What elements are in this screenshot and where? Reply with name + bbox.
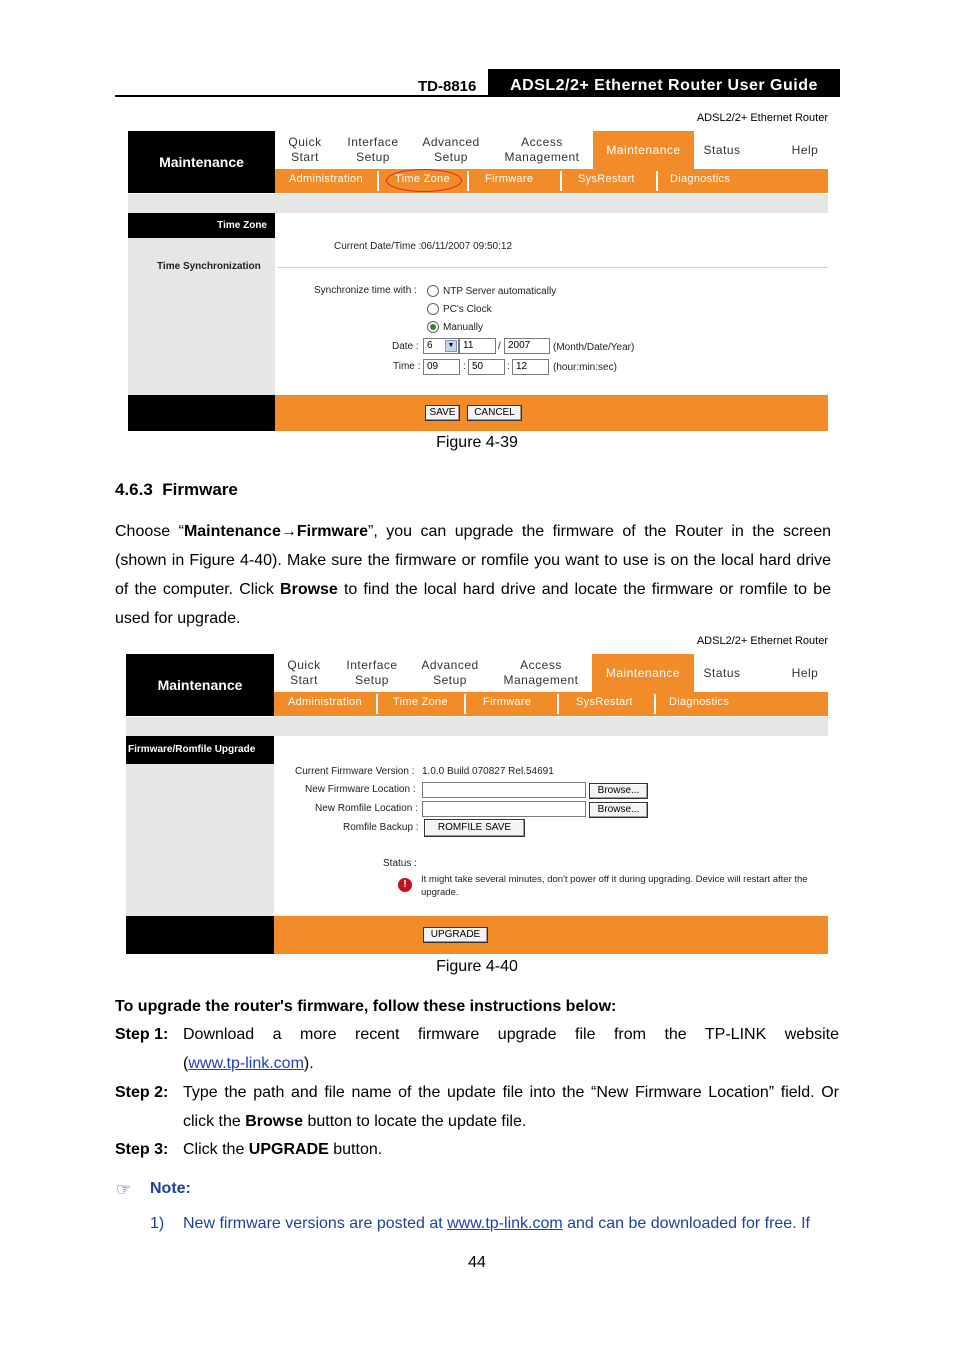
note-label: Note: <box>150 1180 191 1197</box>
nav-quick-start[interactable]: Quick Start <box>288 135 322 164</box>
current-fw-label: Current Firmware Version : <box>295 766 415 777</box>
header-title: ADSL2/2+ Ethernet Router User Guide <box>488 69 840 97</box>
instructions-heading: To upgrade the router's firmware, follow these instructions below: <box>115 998 617 1015</box>
step3-label: Step 3: <box>115 1141 169 1158</box>
new-romfile-field[interactable] <box>422 801 586 817</box>
note-item-text: New firmware versions are posted at www.tp-link.com and can be downloaded for free. If <box>183 1215 810 1232</box>
subnav-firmware[interactable]: Firmware <box>483 696 532 708</box>
subnav-divider <box>376 694 378 714</box>
brand-label: ADSL2/2+ Ethernet Router <box>696 112 828 124</box>
subnav-divider <box>654 694 656 714</box>
status-label: Status : <box>383 858 417 869</box>
step1-link-line: (www.tp-link.com). <box>183 1055 314 1072</box>
side-panel <box>128 213 275 395</box>
nav-top-row <box>275 131 828 169</box>
footer-bar <box>275 395 828 431</box>
date-label: Date : <box>392 341 419 352</box>
section-label: Maintenance <box>126 654 274 716</box>
status-message: It might take several minutes, don't power off it during upgrading. Device will restart after the upgrade. <box>421 874 808 898</box>
note-item-number: 1) <box>150 1215 165 1232</box>
time-label: Time : <box>393 361 421 372</box>
sub-nav <box>274 692 828 716</box>
pointing-hand-icon: ☞ <box>116 1180 132 1199</box>
gray-strip <box>126 717 828 736</box>
section-heading: 4.6.3 Firmware <box>115 480 238 499</box>
time-separator: : <box>463 361 466 372</box>
option-manual-label: Manually <box>443 322 484 333</box>
subnav-diagnostics[interactable]: Diagnostics <box>670 173 731 185</box>
brand-label: ADSL2/2+ Ethernet Router <box>696 635 828 647</box>
radio-manually[interactable] <box>427 321 439 333</box>
step1-label: Step 1: <box>115 1026 169 1043</box>
hour-field[interactable]: 09 <box>423 359 460 375</box>
subnav-administration[interactable]: Administration <box>288 696 362 708</box>
highlight-oval <box>386 169 462 192</box>
subnav-firmware[interactable]: Firmware <box>485 173 534 185</box>
section-label: Maintenance <box>128 131 275 193</box>
month-select[interactable]: 6 ▼ <box>423 338 459 354</box>
subnav-divider <box>557 694 559 714</box>
time-hint: (hour:min:sec) <box>553 362 617 373</box>
sync-label: Synchronize time with : <box>314 285 417 296</box>
sub-nav <box>275 169 828 193</box>
step2-label: Step 2: <box>115 1084 169 1101</box>
subnav-administration[interactable]: Administration <box>289 173 363 185</box>
subnav-divider <box>560 171 562 191</box>
subnav-divider <box>656 171 658 191</box>
date-separator: / <box>498 341 501 352</box>
subnav-divider <box>377 171 379 191</box>
current-datetime-value: 06/11/2007 09:50:12 <box>421 241 513 252</box>
cancel-button[interactable]: CANCEL <box>467 405 522 421</box>
side-title: Time Zone <box>128 213 275 238</box>
option-ntp-label: NTP Server automatically <box>443 286 557 297</box>
save-button[interactable]: SAVE <box>425 405 460 421</box>
nav-interface-setup[interactable]: Interface Setup <box>346 658 398 687</box>
subnav-time-zone[interactable]: Time Zone <box>393 696 448 708</box>
nav-maintenance[interactable]: Maintenance <box>592 654 694 692</box>
radio-pc-clock[interactable] <box>427 303 439 315</box>
upgrade-button[interactable]: UPGRADE <box>423 927 488 943</box>
figure-time-zone <box>128 110 828 432</box>
subnav-divider <box>467 171 469 191</box>
figure-caption: Figure 4-40 <box>436 958 518 975</box>
gray-strip <box>128 194 828 213</box>
tp-link-website-link[interactable]: www.tp-link.com <box>188 1055 304 1072</box>
chevron-down-icon[interactable]: ▼ <box>445 340 457 352</box>
side-title: Firmware/Romfile Upgrade <box>126 736 274 764</box>
intro-paragraph: Choose “Maintenance→Firmware”, you can upgrade the firmware of the Router in the screen (shown in Figure 4-40). Make sure the firmware or romfile you want to use is on the local hard drive of the computer. Click Browse to find the local hard drive and locate the firmware or romfile to be used for upgrade. <box>115 523 832 627</box>
figure-firmware <box>126 633 828 955</box>
day-field[interactable]: 11 <box>459 338 496 354</box>
step3-text: Click the UPGRADE button. <box>183 1141 383 1158</box>
nav-quick-start[interactable]: Quick Start <box>287 658 321 687</box>
nav-maintenance[interactable]: Maintenance <box>593 131 694 169</box>
side-subtitle: Time Synchronization <box>157 261 261 272</box>
browse-romfile-button[interactable]: Browse... <box>589 802 648 818</box>
new-fw-label: New Firmware Location : <box>305 784 416 795</box>
nav-access-management[interactable]: Access Management <box>504 135 580 164</box>
main-nav <box>126 654 828 716</box>
step1-text: Download a more recent firmware upgrade file from the TP-LINK website <box>183 1026 839 1043</box>
nav-status[interactable]: Status <box>703 665 741 680</box>
date-hint: (Month/Date/Year) <box>553 342 635 353</box>
radio-ntp[interactable] <box>427 285 439 297</box>
current-fw-value: 1.0.0 Build 070827 Rel.54691 <box>422 766 554 777</box>
figure-caption: Figure 4-39 <box>436 434 518 451</box>
nav-help[interactable]: Help <box>791 665 819 680</box>
tp-link-website-link[interactable]: www.tp-link.com <box>447 1215 563 1232</box>
option-pc-label: PC's Clock <box>443 304 492 315</box>
header-rule <box>115 95 840 97</box>
page-number: 44 <box>468 1254 486 1271</box>
second-field[interactable]: 12 <box>512 359 549 375</box>
nav-advanced-setup[interactable]: Advanced Setup <box>421 658 479 687</box>
new-rom-label: New Romfile Location : <box>315 803 418 814</box>
nav-top-row <box>274 654 828 692</box>
footer-bar <box>274 916 828 954</box>
subnav-time-zone[interactable]: Time Zone <box>395 173 450 185</box>
nav-access-management[interactable]: Access Management <box>503 658 579 687</box>
footer-left <box>126 916 274 954</box>
rom-backup-label: Romfile Backup : <box>343 822 419 833</box>
current-datetime-label: Current Date/Time : <box>334 241 422 252</box>
nav-help[interactable]: Help <box>791 142 819 157</box>
new-firmware-field[interactable] <box>422 782 586 798</box>
browse-firmware-button[interactable]: Browse... <box>589 783 648 799</box>
footer-left <box>128 395 275 431</box>
subnav-sysrestart[interactable]: SysRestart <box>578 173 635 185</box>
romfile-save-button[interactable]: ROMFILE SAVE <box>424 819 525 837</box>
time-separator: : <box>507 361 510 372</box>
main-nav <box>128 131 828 193</box>
nav-status[interactable]: Status <box>703 142 741 157</box>
nav-advanced-setup[interactable]: Advanced Setup <box>422 135 480 164</box>
step2-text: Type the path and file name of the update file into the “New Firmware Location” field. Or click the Browse button to locate the update file. <box>183 1084 839 1130</box>
nav-interface-setup[interactable]: Interface Setup <box>347 135 399 164</box>
divider <box>278 267 828 268</box>
warning-icon: ! <box>398 878 412 892</box>
subnav-sysrestart[interactable]: SysRestart <box>576 696 633 708</box>
header-model: TD-8816 <box>418 78 477 95</box>
subnav-divider <box>464 694 466 714</box>
subnav-diagnostics[interactable]: Diagnostics <box>669 696 730 708</box>
minute-field[interactable]: 50 <box>468 359 505 375</box>
year-field[interactable]: 2007 <box>504 338 550 354</box>
